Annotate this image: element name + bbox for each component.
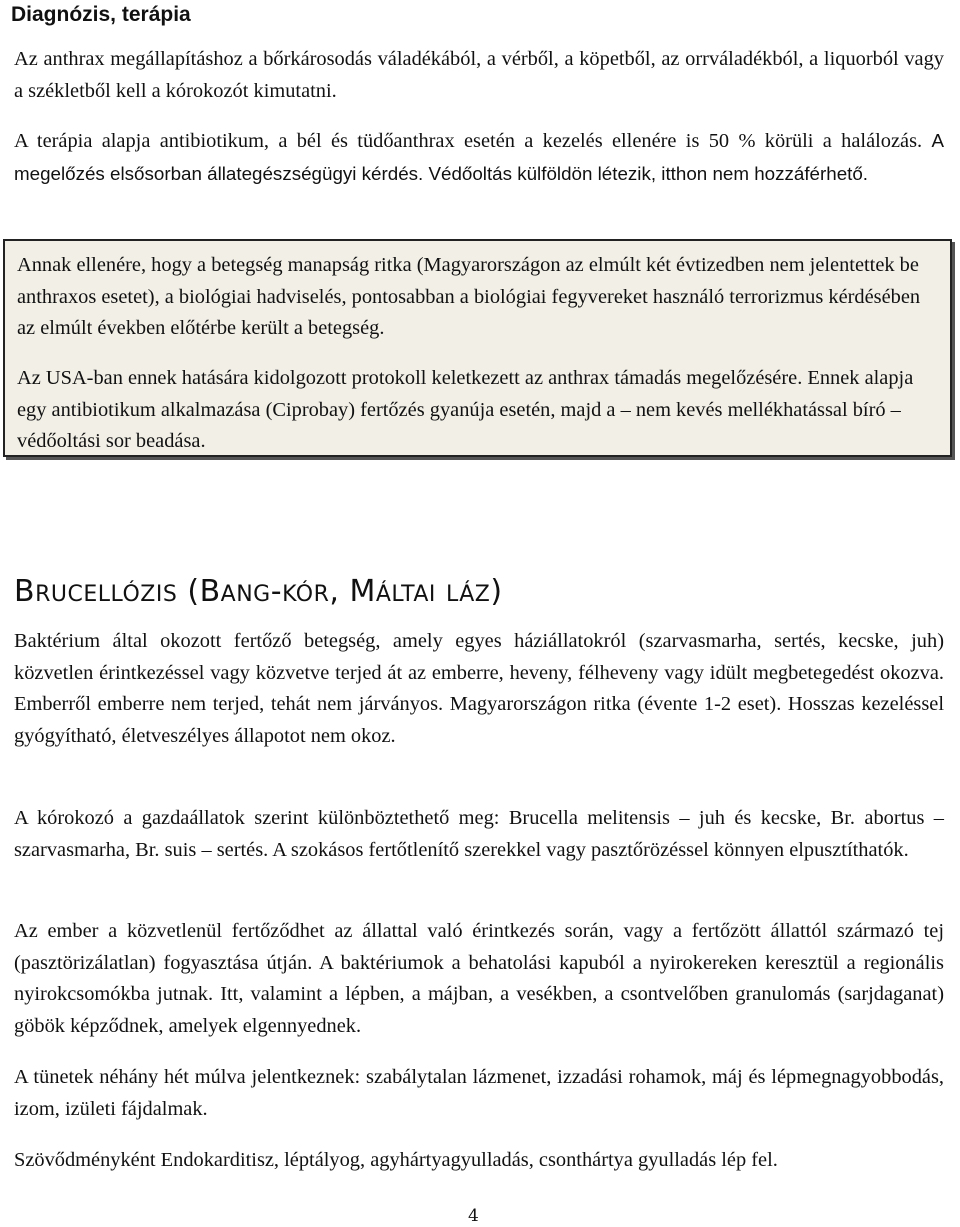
paragraph-brucellosis-1: Baktérium által okozott fertőző betegség, amely egyes háziállatokról (szarvasmarha, sertés, kecske, juh) közvetlen érintkezéssel vagy közvetve terjed át az emberre, heveny, félheveny vagy idült megbetegedést okozva. Emberről emberre nem terjed, tehát nem járványos. Magyarországon ritka (évente 1-2 eset). Hosszas kezeléssel gyógyítható, életveszélyes állapotot nem okoz. (14, 630, 944, 747)
paragraph-brucellosis-3: Az ember a közvetlenül fertőződhet az állattal való érintkezés során, vagy a fertőzött állattól származó tej (pasztörizálatlan) fogyasztása útján. A baktériumok a behatolási kapuból a nyirokereken keresztül a regionális nyirokcsomókba jutnak. Itt, valamint a lépben, a májban, a vesékben, a csontvelőben granulomás (sarjdaganat) göbök képződnek, amelyek elgennyednek. (14, 920, 944, 1037)
heading-smallcaps: LÁZ (445, 582, 491, 607)
heading-punct: ) (490, 574, 503, 609)
heading-punct: ( (177, 574, 200, 609)
paragraph-diagnosis-2 (14, 125, 944, 190)
paragraph-brucellosis-2: A kórokozó a gazdaállatok szerint különböztethető meg: Brucella melitensis – juh és kecske, Br. abortus – szarvasmarha, Br. suis – sertés. A szokásos fertőtlenítő szerekkel vagy pasztőrözéssel könnyen elpusztíthatók. (14, 807, 944, 861)
page-number: 4 (468, 1206, 479, 1226)
section-heading-diagnosis: Diagnózis, terápia (11, 3, 191, 26)
heading-punct: - (270, 574, 283, 609)
paragraph-diagnosis-2-sans: A megelőzés elsősorban állategészségügyi kérdés. Védőoltás külföldön létezik, itthon nem hozzáférhető. (14, 130, 944, 184)
heading-smallcaps: ÁLTAI (375, 582, 436, 607)
heading-letter: B (199, 574, 221, 609)
paragraph-diagnosis-1: Az anthrax megállapításhoz a bőrkárosodás váladékából, a vérből, a köpetből, az orrváladékból, a liquorból vagy a székletből kell a kórokozót kimutatni. (14, 48, 944, 102)
heading-smallcaps: KÓR (282, 582, 330, 607)
heading-smallcaps: RUCELLÓZIS (35, 582, 178, 607)
callout-box (3, 239, 952, 457)
heading-letter: M (349, 574, 376, 609)
heading-letter: B (14, 574, 36, 609)
heading-punct (436, 574, 446, 609)
section-heading-brucellosis (14, 572, 503, 615)
callout-paragraph-2: Az USA-ban ennek hatására kidolgozott protokoll keletkezett az anthrax támadás megelőzésére. Ennek alapja egy antibiotikum alkalmazása (Ciprobay) fertőzés gyanúja esetén, majd a – nem kevés mellékhatással bíró – védőoltási sor beadása. (17, 367, 914, 452)
heading-punct: , (329, 574, 350, 609)
paragraph-brucellosis-5: Szövődményként Endokarditisz, léptályog, agyhártyagyulladás, csonthártya gyulladás lép fel. (14, 1149, 778, 1171)
paragraph-diagnosis-2-serif: A terápia alapja antibiotikum, a bél és tüdőanthrax esetén a kezelés ellenére is 50 % körüli a halálozás. (14, 130, 923, 152)
paragraph-brucellosis-4: A tünetek néhány hét múlva jelentkeznek: szabálytalan lázmenet, izzadási rohamok, máj és lépmegnagyobbodás, izom, izületi fájdalmak. (14, 1066, 944, 1120)
callout-paragraph-1: Annak ellenére, hogy a betegség manapság ritka (Magyarországon az elmúlt két évtizedben nem jelentettek be anthraxos esetet), a biológiai hadviselés, pontosabban a biológiai fegyvereket használó terrorizmus kérdésében az elmúlt években előtérbe került a betegség. (17, 254, 921, 339)
heading-smallcaps: ANG (220, 582, 271, 607)
